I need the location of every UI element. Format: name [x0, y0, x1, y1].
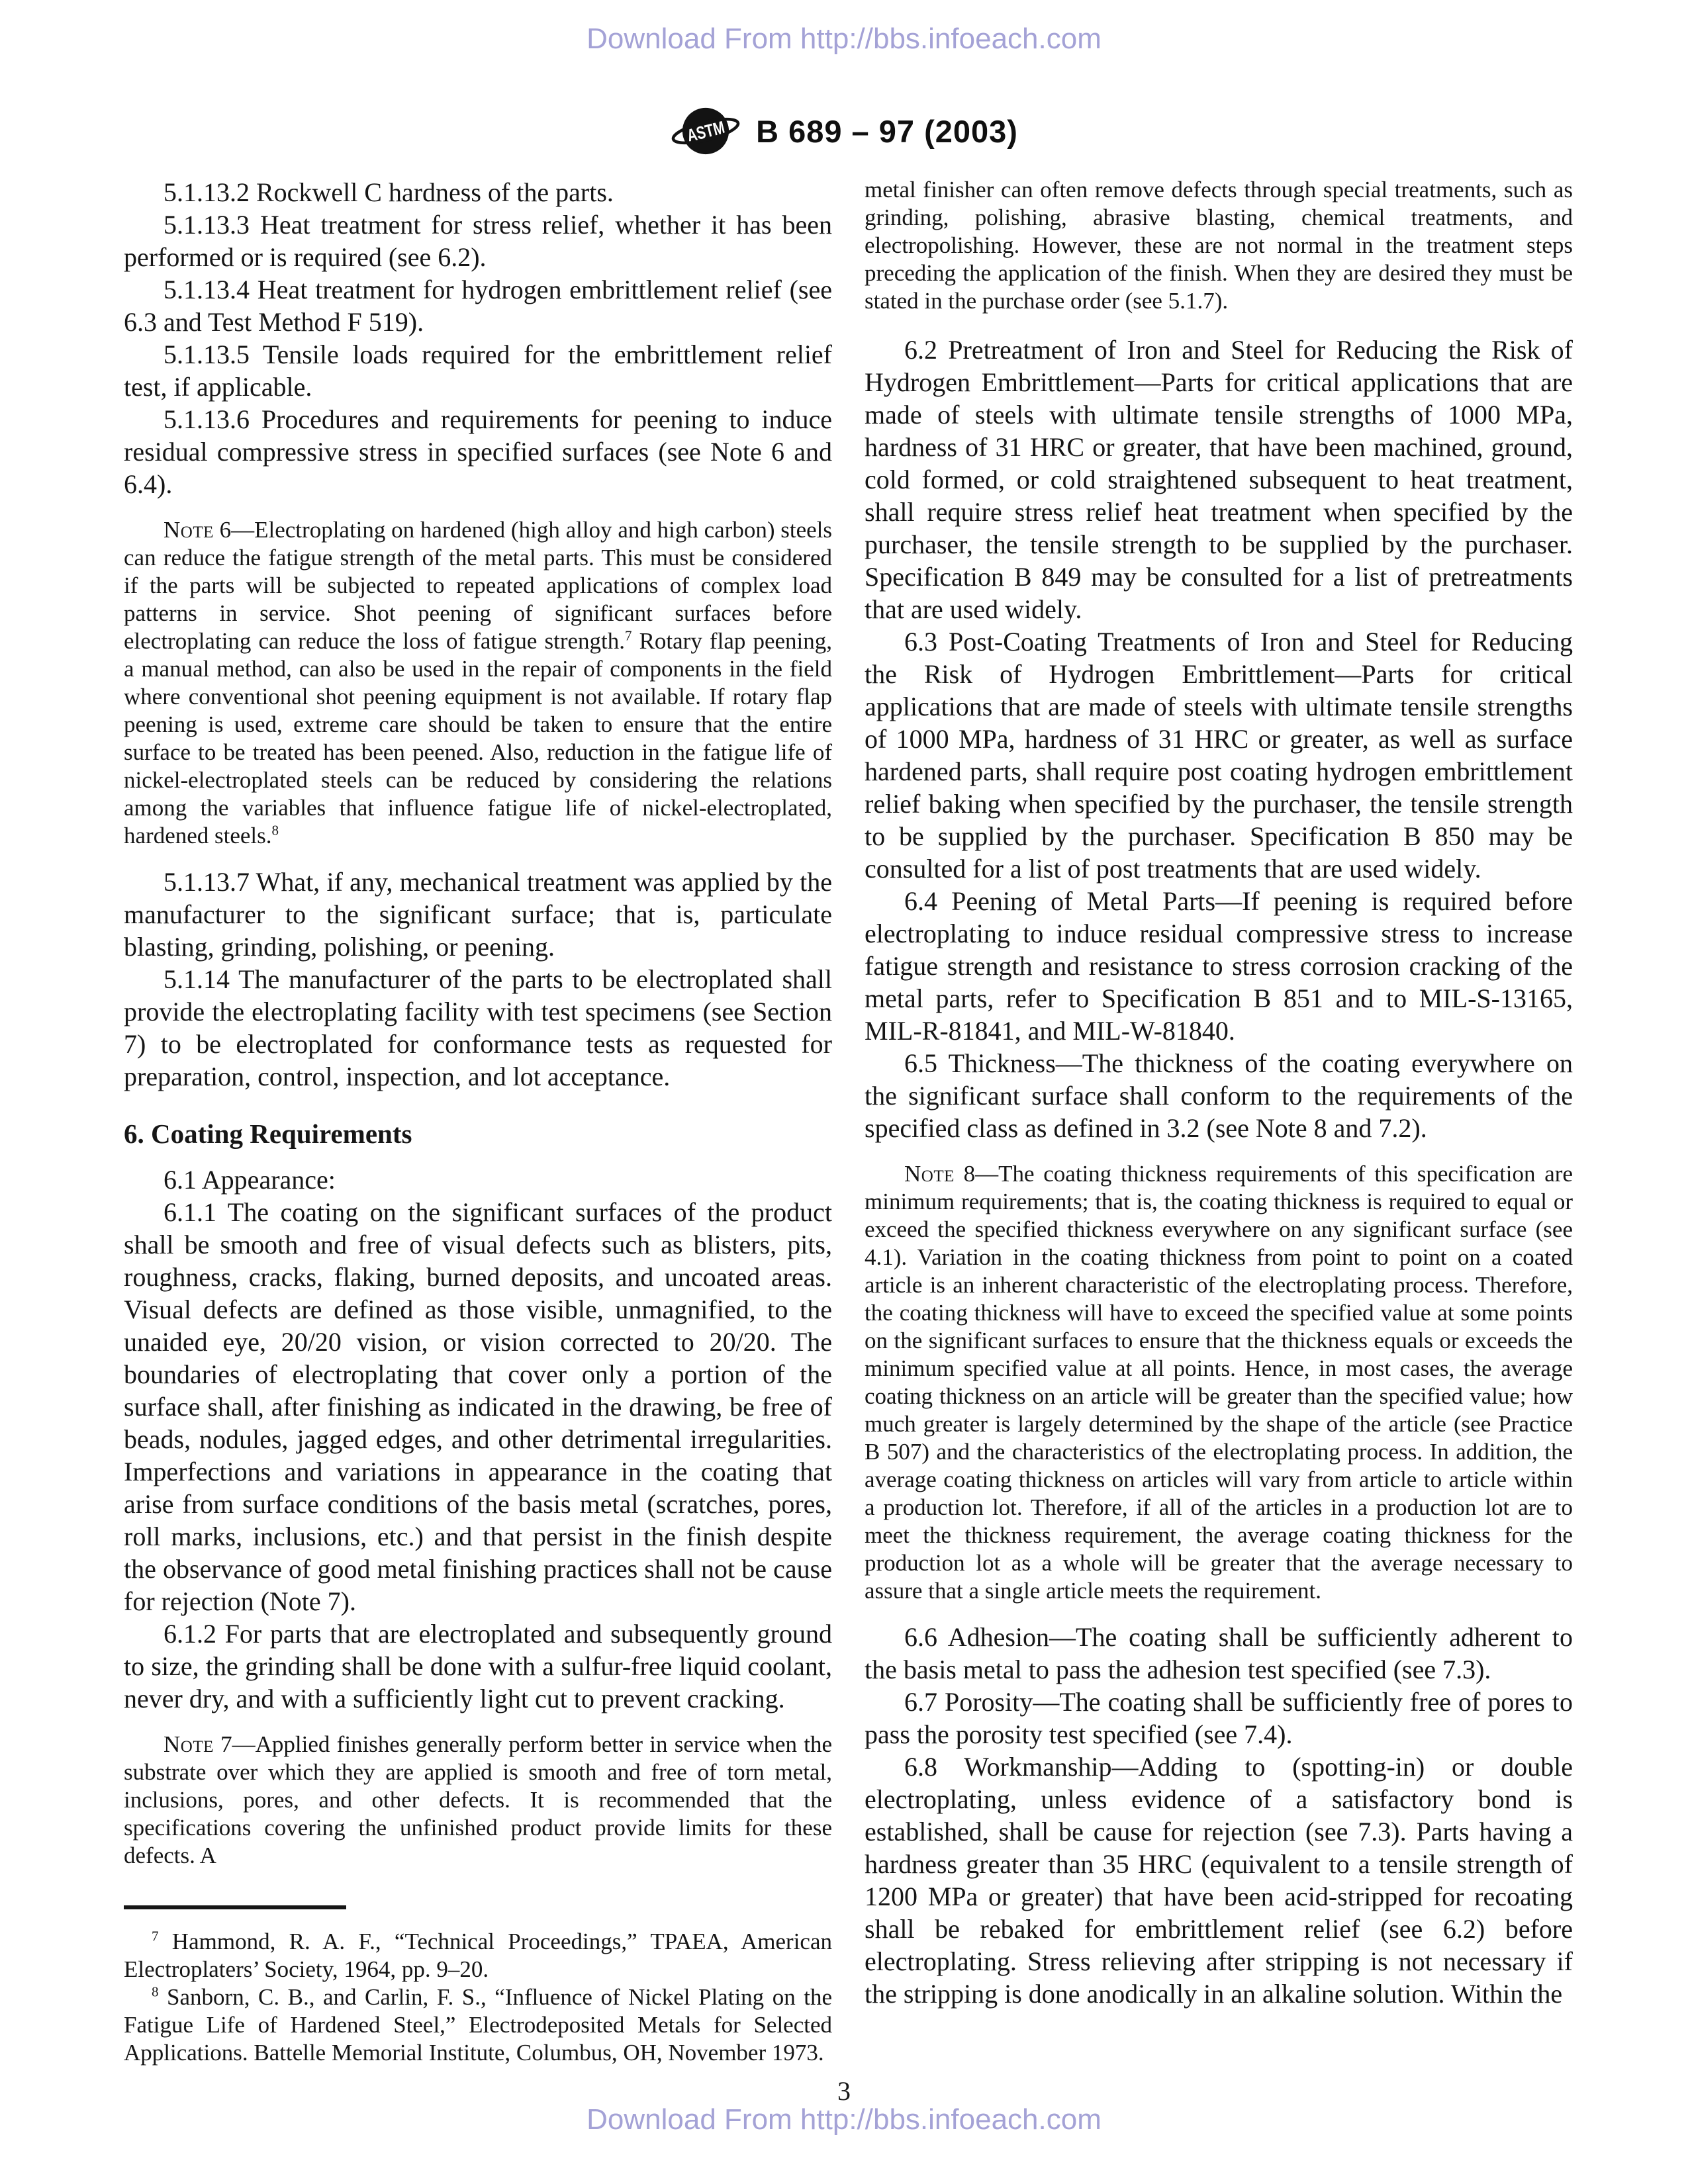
footnote-rule	[124, 1905, 346, 1909]
paragraph: 6.7 Porosity—The coating shall be sufficiently free of pores to pass the porosity test specified (see 7.4).	[865, 1687, 1573, 1749]
watermark-bottom: Download From http://bbs.infoeach.com	[586, 2103, 1102, 2136]
note-continuation: metal finisher can often remove defects through special treatments, such as grinding, polishing, abrasive blasting, chemical treatments, and electropolishing. However, these are not normal in the treatment steps preceding the application of the finish. When they are desired they must be stated in the purchase order (see 5.1.7).	[865, 177, 1573, 314]
footnote: $^8$ Sanborn, C. B., and Carlin, F. S., “Influence of Nickel Plating on the Fatigue Life of Hardened Steel,” Electrodeposited Metals for Selected Applications. Battelle Memorial Institute, Columbus, OH, November 1973.	[124, 1983, 832, 2066]
paragraph: 6.5 Thickness—The thickness of the coating everywhere on the significant surface shall conform to the requirements of the specified class as defined in 3.2 (see Note 8 and 7.2).	[865, 1048, 1573, 1143]
paragraph: 5.1.13.4 Heat treatment for hydrogen embrittlement relief (see 6.3 and Test Method F 519).	[124, 275, 832, 337]
doc-header	[0, 101, 1688, 161]
section-heading: 6. Coating Requirements	[124, 1118, 412, 1149]
page-number: 3	[837, 2076, 851, 2106]
paragraph: 5.1.13.5 Tensile loads required for the embrittlement relief test, if applicable.	[124, 340, 832, 402]
paragraph: 6.3 Post-Coating Treatments of Iron and Steel for Reducing the Risk of Hydrogen Embrittlement—Parts for critical applications that are made of steels with ultimate tensile strengths of 1000 MPa, hardness of 31 HRC or greater, as well as surface hardened parts, shall require post coating hydrogen embrittlement relief baking when specified by the purchaser, the tensile strength to be supplied by the purchaser. Specification B 850 may be consulted for a list of post treatments that are used widely.	[865, 627, 1573, 884]
paragraph: 6.4 Peening of Metal Parts—If peening is required before electroplating to induce residual compressive stress to increase fatigue strength and resistance to stress corrosion cracking of the metal parts, refer to Specification B 851 and to MIL-S-13165, MIL-R-81841, and MIL-W-81840.	[865, 886, 1573, 1046]
watermark-top: Download From http://bbs.infoeach.com	[586, 23, 1102, 55]
paragraph: 5.1.14 The manufacturer of the parts to be electroplated shall provide the electroplating facility with test specimens (see Section 7) to be electroplated for conformance tests as requested for preparation, control, inspection, and lot acceptance.	[124, 964, 832, 1091]
note-paragraph: Note 7—Applied finishes generally perform better in service when the substrate over which they are applied is smooth and free of torn metal, inclusions, pores, and other defects. It is recommended that the specifications covering the unfinished product provide limits for these defects. A	[124, 1731, 832, 1868]
paragraph: 5.1.13.2 Rockwell C hardness of the parts.	[164, 177, 614, 207]
note-paragraph: Note 8—The coating thickness requirements of this specification are minimum requirements; that is, the coating thickness is required to equal or exceed the specified thickness everywhere on any significant surface (see 4.1). Variation in the coating thickness from point to point on a coated article is an inherent characteristic of the electroplating process. Therefore, the coating thickness will have to exceed the specified value at some points on the significant surfaces to ensure that the thickness equals or exceeds the minimum specified value at all points. Hence, in most cases, the average coating thickness on an article will be greater than the specified value; how much greater is largely determined by the shape of the article (see Practice B 507) and the characteristics of the electroplating process. In addition, the average coating thickness on articles will vary from article to article within a production lot. Therefore, if all of the articles in a production lot are to meet the thickness requirement, the average coating thickness for the production lot as a whole will be greater that the average necessary to assure that a single article meets the requirement.	[865, 1161, 1573, 1604]
paragraph: 6.1.2 For parts that are electroplated and subsequently ground to size, the grinding shall be done with a sulfur-free liquid coolant, never dry, and with a sufficiently light cut to prevent cracking.	[124, 1619, 832, 1713]
paragraph: 6.2 Pretreatment of Iron and Steel for Reducing the Risk of Hydrogen Embrittlement—Parts for critical applications that are made of steels with ultimate tensile strengths of 1000 MPa, hardness of 31 HRC or greater, that have been machined, ground, cold formed, or cold straightened subsequent to heat treatment, shall require stress relief heat treatment when specified by the purchaser, the tensile strength to be supplied by the purchaser. Specification B 849 may be consulted for a list of pretreatments that are used widely.	[865, 335, 1573, 624]
paragraph: 6.1.1 The coating on the significant surfaces of the product shall be smooth and free of visual defects such as blisters, pits, roughness, cracks, flaking, burned deposits, and uncoated areas. Visual defects are defined as those visible, unmagnified, to the unaided eye, 20/20 vision, or vision corrected to 20/20. The boundaries of electroplating that cover only a portion of the surface shall, after finishing as indicated in the drawing, be free of beads, nodules, jagged edges, and other detrimental irregularities. Imperfections and variations in appearance in the coating that arise from surface conditions of the basis metal (scratches, pores, roll marks, inclusions, etc.) and that persist in the finish despite the observance of good metal finishing practices shall not be cause for rejection (Note 7).	[124, 1197, 832, 1616]
footnote: $^7$ Hammond, R. A. F., “Technical Proceedings,” TPAEA, American Electroplaters’ Society, 1964, pp. 9–20.	[124, 1928, 833, 1982]
note-paragraph: Note 6—Electroplating on hardened (high alloy and high carbon) steels can reduce the fatigue strength of the metal parts. This must be considered if the parts will be subjected to repeated applications of complex load patterns in service. Shot peening of significant surfaces before electroplating can reduce the loss of fatigue strength.$^7$ Rotary flap peening, a manual method, can also be used in the repair of components in the field where conventional shot peening equipment is not available. If rotary flap peening is used, extreme care should be taken to ensure that the entire surface to be treated has been peened. Also, reduction in the fatigue life of nickel-electroplated steels can be reduced by considering the relations among the variables that influence fatigue life of nickel-electroplated, hardened steels.$^8$	[124, 517, 832, 848]
astm-logo-text: ASTM	[684, 114, 739, 146]
paragraph: 5.1.13.6 Procedures and requirements for peening to induce residual compressive stress in specified surfaces (see Note 6 and 6.4).	[124, 404, 832, 499]
right-column	[865, 176, 1573, 2010]
paragraph: 6.1 Appearance:	[164, 1165, 336, 1195]
paragraph: 6.8 Workmanship—Adding to (spotting-in) or double electroplating, unless evidence of a satisfactory bond is established, shall be cause for rejection (see 7.3). Parts having a hardness greater than 35 HRC (equivalent to a tensile strength of 1200 MPa or greater) that have been acid-stripped for recoating shall be rebaked for embrittlement relief (see 6.2) before electroplating. Stress relieving after stripping is not necessary if the stripping is done anodically in an alkaline solution. Within the	[865, 1752, 1573, 2009]
doc-number: B 689 – 97 (2003)	[756, 113, 1018, 149]
paragraph: 5.1.13.7 What, if any, mechanical treatment was applied by the manufacturer to the significant surface; that is, particulate blasting, grinding, polishing, or peening.	[124, 867, 832, 962]
left-column	[124, 176, 832, 2067]
astm-logo-icon	[670, 101, 741, 161]
paragraph: 6.6 Adhesion—The coating shall be sufficiently adherent to the basis metal to pass the adhesion test specified (see 7.3).	[865, 1622, 1573, 1684]
paragraph: 5.1.13.3 Heat treatment for stress relief, whether it has been performed or is required (see 6.2).	[124, 210, 832, 272]
